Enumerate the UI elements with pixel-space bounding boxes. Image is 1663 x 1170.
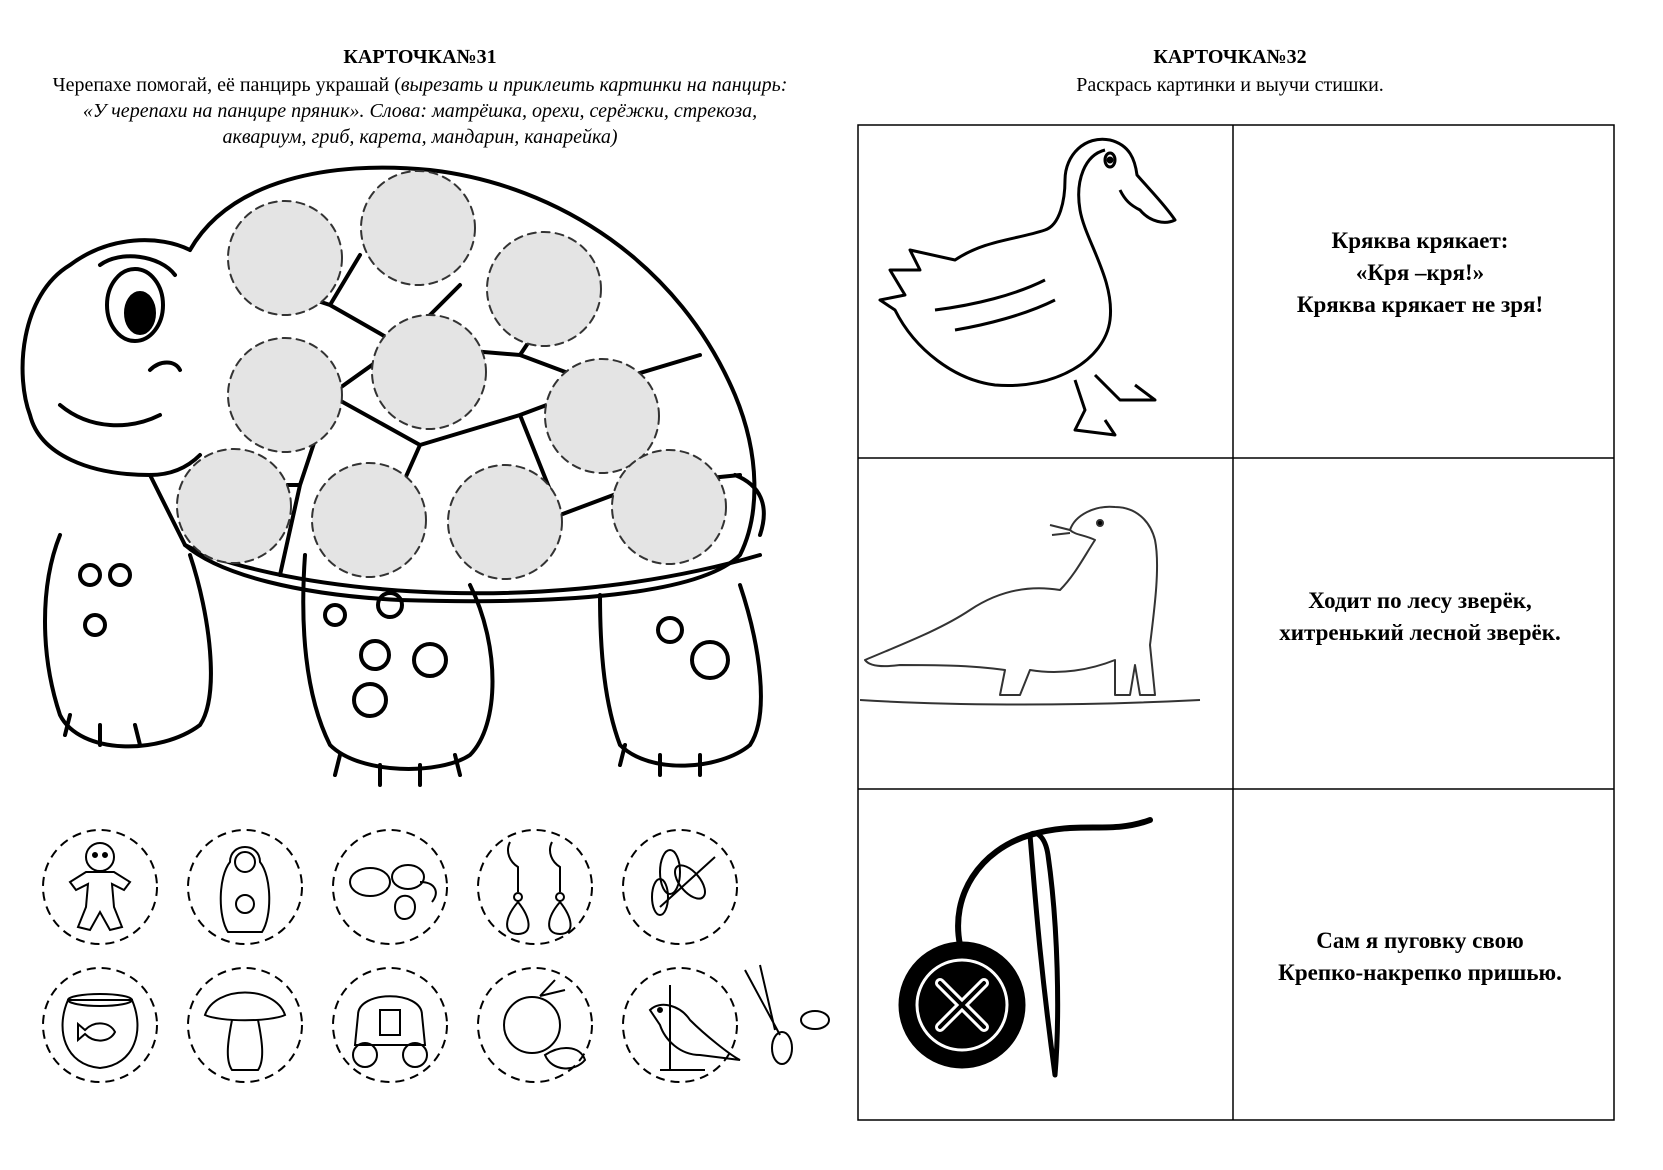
tangerine-cutout[interactable] [478,968,592,1082]
mushroom-cutout[interactable] [188,968,302,1082]
canary-cutout[interactable] [623,968,740,1082]
matryoshka-cutout[interactable] [188,830,302,944]
aquarium-cutout[interactable] [43,968,157,1082]
poem-3 [1235,925,1605,989]
card32-instruction: Раскрась картинки и выучи стишки. [1076,74,1384,96]
ferret-illustration [860,495,1210,725]
nuts-cutout[interactable] [333,830,447,944]
poem-1-line-3: Кряква крякает не зря! [1296,292,1544,317]
duck-illustration [875,130,1215,450]
poem-2-line-1: Ходит по лесу зверёк, [1308,588,1532,613]
card31-instruction-italic: вырезать и приклеить картинки на панцирь: «У черепахи на панцире пряник». Слова: матрёшка, орехи, серёжки, стрекоза, аквариум, гриб, карета, мандарин, канарейка) [82,74,788,148]
poem-2-line-2: хитренький лесной зверёк. [1279,620,1561,645]
poem-1-line-1: Кряква крякает: [1331,228,1509,253]
poem-2 [1235,585,1605,649]
gingerbread-man-cutout[interactable] [43,830,157,944]
button-and-needle-illustration [890,815,1210,1125]
card32-title: КАРТОЧКА№32 [1153,46,1307,68]
poem-1 [1235,225,1605,321]
card31-title: КАРТОЧКА№31 [343,46,497,68]
poem-3-line-1: Сам я пуговку свою [1316,928,1524,953]
earrings-cutout[interactable] [478,830,592,944]
poem-3-line-2: Крепко-накрепко пришью. [1278,960,1562,985]
cutout-row-1 [40,822,760,952]
dragonfly-cutout[interactable] [623,830,737,944]
carriage-cutout[interactable] [333,968,447,1082]
card31-instruction [40,72,800,150]
cutout-row-2 [40,960,840,1100]
poem-1-line-2: «Кря –кря!» [1355,260,1485,285]
turtle-illustration [0,155,800,825]
card31-instruction-plain: Черепахе помогай, её панцирь украшай ( [52,74,401,96]
scissors-icon [745,965,829,1064]
